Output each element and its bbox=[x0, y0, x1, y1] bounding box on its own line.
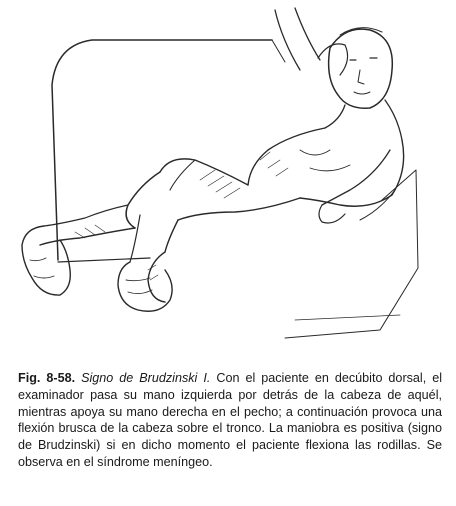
figure-caption-text: Con el paciente en decúbito dorsal, el examinador pasa su mano izquierda por detrás de la cabeza de aquél, mientras apoya su mano derecha en el pecho; a continuación provoca una flexión brusca de la cabeza sobre el tronco. La maniobra es positiva (signo de Brudzinski) si en dicho momento el paciente flexiona las rodillas. Se observa en el síndrome meníngeo. bbox=[18, 371, 443, 469]
figure-caption bbox=[18, 370, 442, 471]
figure-title: Signo de Brudzinski I. bbox=[81, 371, 211, 385]
figure-number: Fig. 8-58. bbox=[18, 371, 76, 385]
